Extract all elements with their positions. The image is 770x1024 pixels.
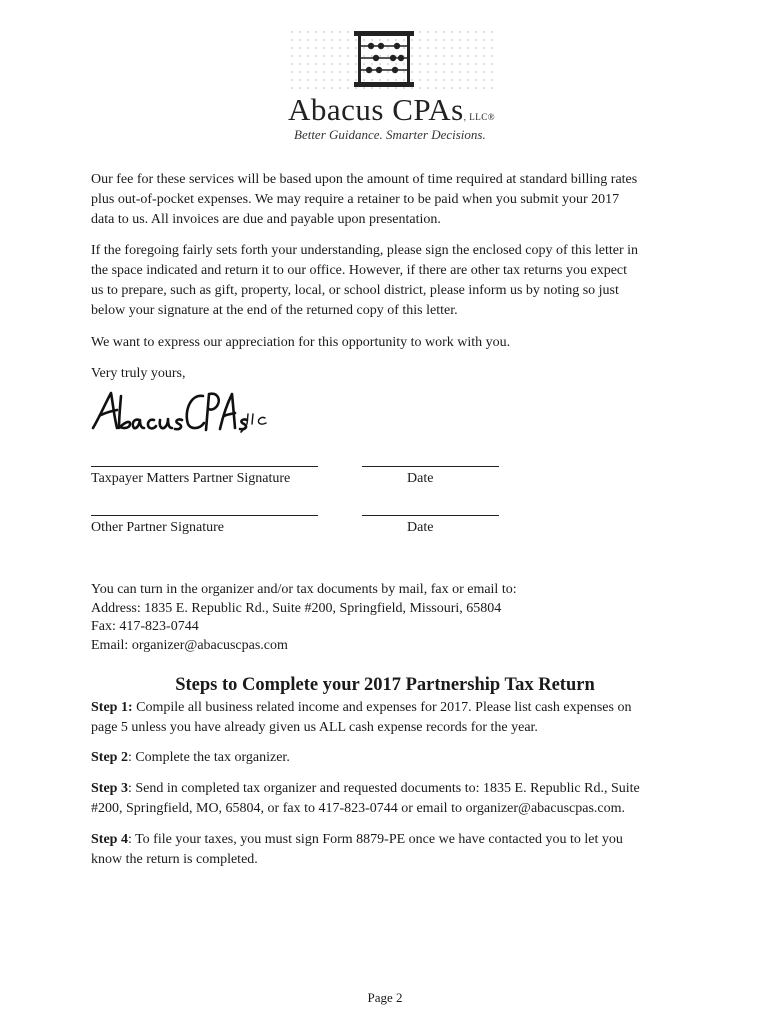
page-number: Page 2 [367,990,403,1005]
appreciation-text: We want to express our appreciation for this opportunity to work with you. [91,335,511,350]
logo-tagline: Better Guidance. Smarter Decisions. [294,127,486,142]
text-line: data to us. All invoices are due and payable upon presentation. [91,212,441,227]
fee-paragraph [91,170,681,230]
text-line: below your signature at the end of the returned copy of this letter. [91,303,458,318]
date-label: Date [407,471,434,486]
signature-llc-mark [246,412,268,426]
step-3 [91,779,681,819]
step-label: Step 4 [91,832,128,847]
text-line: the space indicated and return it to our office. However, if there are other tax returns you expect [91,263,628,278]
abacus-icon [349,28,419,90]
contact-block [91,581,681,655]
step-text: page 5 unless you have already given us ALL cash expense records for the year. [91,720,538,735]
steps-heading: Steps to Complete your 2017 Partnership Tax Return [175,675,595,695]
text-line: If the foregoing fairly sets forth your understanding, please sign the enclosed copy of this letter in [91,243,639,258]
company-logo [288,20,498,142]
contact-email: Email: organizer@abacuscpas.com [91,637,288,653]
step-1 [91,698,681,738]
date-line [362,466,499,467]
text-line: Our fee for these services will be based upon the amount of time required at standard billing rates [91,172,638,187]
step-4 [91,830,681,870]
handwritten-signature [90,388,250,436]
signature-label: Taxpayer Matters Partner Signature [91,471,291,486]
step-text: know the return is completed. [91,852,258,867]
logo-company-name: Abacus CPAs [288,92,464,127]
step-text: #200, Springfield, MO, 65804, or fax to 417-823-0744 or email to organizer@abacuscpas.com. [91,801,626,816]
step-label: Step 2 [91,750,128,765]
step-label: Step 1: [91,700,133,715]
contact-address: Address: 1835 E. Republic Rd., Suite #200, Springfield, Missouri, 65804 [91,600,502,616]
date-label: Date [407,520,434,535]
signature-label: Other Partner Signature [91,520,224,535]
partner-signature-line [91,466,318,467]
closing-text: Very truly yours, [91,366,186,381]
step-text: : Complete the tax organizer. [127,750,290,765]
text-line: us to prepare, such as gift, property, local, or school district, please inform us by noting so just [91,283,619,298]
step-label: Step 3 [91,781,128,796]
step-text: Compile all business related income and expenses for 2017. Please list cash expenses on [132,700,632,715]
contact-fax: Fax: 417-823-0744 [91,619,199,634]
partner-signature-line [91,515,318,516]
contact-intro: You can turn in the organizer and/or tax documents by mail, fax or email to: [91,582,517,597]
text-line: plus out-of-pocket expenses. We may require a retainer to be paid when you submit your 2017 [91,192,620,207]
logo-wordmark [288,92,495,128]
step-text: : To file your taxes, you must sign Form 8879-PE once we have contacted you to let you [127,832,623,847]
step-text: : Send in completed tax organizer and requested documents to: 1835 E. Republic Rd., Suite [127,781,640,796]
foregoing-paragraph [91,241,681,321]
date-line [362,515,499,516]
step-2 [91,748,681,768]
logo-llc-suffix: , LLC® [463,112,496,122]
